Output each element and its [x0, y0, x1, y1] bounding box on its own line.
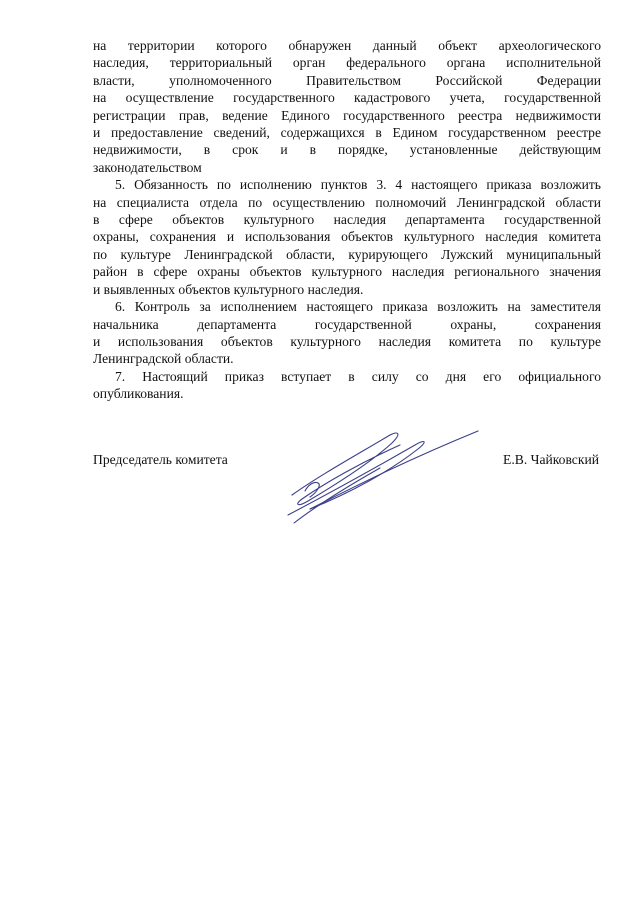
text-line: 5. Обязанность по исполнению пунктов 3. 4 настоящего приказа возложить: [115, 177, 601, 193]
paragraph-5: [93, 176, 601, 298]
text-line: начальника департамента государственной охраны, сохранения: [93, 316, 601, 332]
text-line: 7. Настоящий приказ вступает в силу со дня его официального: [115, 368, 601, 384]
handwritten-signature: [280, 423, 480, 528]
document-body: [93, 37, 601, 403]
signatory-name: Е.В. Чайковский: [503, 452, 599, 467]
text-line: недвижимости, в срок и в порядке, установленные действующим: [93, 142, 601, 158]
text-line: Ленинградской области.: [93, 351, 234, 367]
text-line: и предоставление сведений, содержащихся в Едином государственном реестре: [93, 125, 601, 141]
text-line: 6. Контроль за исполнением настоящего приказа возложить на заместителя: [115, 299, 601, 315]
text-line: на специалиста отдела по осуществлению полномочий Ленинградской области: [93, 194, 601, 210]
text-line: и выявленных объектов культурного наследия.: [93, 281, 364, 297]
paragraph-7: [93, 368, 601, 403]
text-line: на осуществление государственного кадастрового учета, государственной: [93, 90, 601, 106]
text-line: охраны, сохранения и использования объектов культурного наследия комитета: [93, 229, 601, 245]
text-line: опубликования.: [93, 386, 184, 402]
text-line: наследия, территориальный орган федерального органа исполнительной: [93, 55, 601, 71]
text-line: район в сфере охраны объектов культурного наследия регионального значения: [93, 264, 601, 280]
text-line: в сфере объектов культурного наследия департамента государственной: [93, 212, 601, 228]
text-line: по культуре Ленинградской области, курирующего Лужский муниципальный: [93, 246, 601, 262]
text-line: законодательством: [93, 159, 202, 175]
text-line: и использования объектов культурного наследия комитета по культуре: [93, 333, 601, 349]
signatory-title: Председатель комитета: [93, 452, 228, 467]
text-line: регистрации прав, ведение Единого государственного реестра недвижимости: [93, 107, 601, 123]
paragraph-intro-continued: [93, 37, 601, 176]
text-line: на территории которого обнаружен данный объект археологического: [93, 38, 601, 53]
paragraph-6: [93, 298, 601, 368]
signature-block: [93, 452, 601, 472]
text-line: власти, уполномоченного Правительством Российской Федерации: [93, 72, 601, 88]
